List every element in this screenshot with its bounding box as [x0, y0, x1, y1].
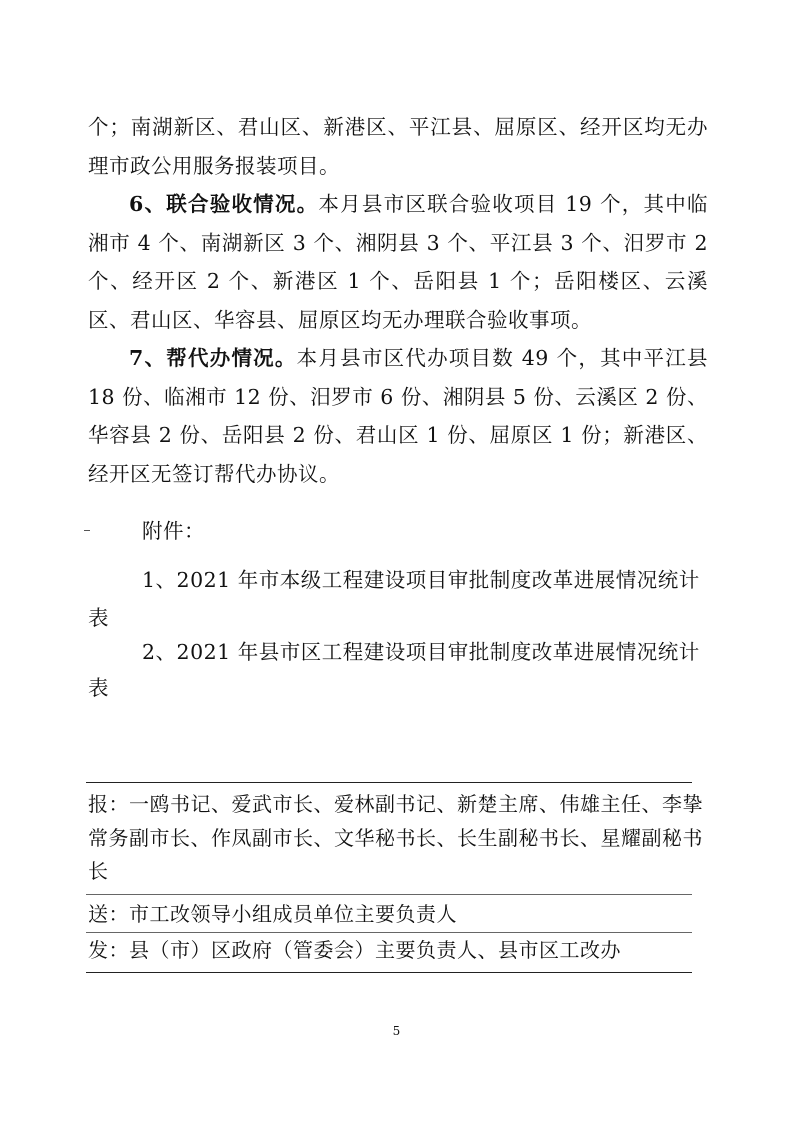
section-6-heading: 6、联合验收情况。 — [129, 192, 319, 216]
paragraph-continued-text: 个；南湖新区、君山区、新港区、平江县、屈原区、经开区均无办理市政公用服务报装项目。 — [88, 115, 708, 178]
distribution-divider-1 — [86, 894, 692, 895]
attachment-1-line-2: 表 — [88, 606, 109, 630]
attachment-1-line-1: 1、2021 年市本级工程建设项目审批制度改革进展情况统计 — [142, 568, 700, 592]
attachment-2-line-1: 2、2021 年县市区工程建设项目审批制度改革进展情况统计 — [142, 640, 700, 664]
section-6-text: 本月县市区联合验收项目 19 个，其中临湘市 4 个、南湖新区 3 个、湘阴县 3 个、平江县 3 个、汨罗市 2 个、经开区 2 个、新港区 1 个、岳阳县 1 个；岳阳楼区、云溪区、君山区、华容县、屈原区均无办理联合验收事项。 — [88, 192, 709, 332]
margin-mark — [84, 530, 90, 531]
paragraph-joint-acceptance — [88, 185, 708, 339]
page-number: 5 — [392, 1024, 401, 1038]
distribution-send: 送：市工改领导小组成员单位主要负责人 — [88, 902, 457, 926]
distribution-issue: 发：县（市）区政府（管委会）主要负责人、县市区工改办 — [88, 938, 621, 962]
section-7-heading: 7、帮代办情况。 — [129, 346, 297, 370]
paragraph-continued — [88, 108, 708, 185]
distribution-report: 报：一鸥书记、爱武市长、爱林副书记、新楚主席、伟雄主任、李挚常务副市长、作凤副市长、文华秘书长、长生副秘书长、星耀副秘书长 — [88, 792, 703, 883]
attachments-label: 附件： — [142, 519, 205, 543]
attachment-2-line-2: 表 — [88, 676, 109, 700]
distribution-bottom-rule — [86, 972, 692, 973]
paragraph-agency-service — [88, 339, 708, 493]
section-7-text: 本月县市区代办项目数 49 个，其中平江县 18 份、临湘市 12 份、汨罗市 6 份、湘阴县 5 份、云溪区 2 份、华容县 2 份、岳阳县 2 份、君山区 1 份、屈原区 1 份；新港区、经开区无签订帮代办协议。 — [88, 346, 709, 486]
distribution-top-rule — [86, 782, 692, 783]
distribution-divider-2 — [86, 932, 692, 933]
